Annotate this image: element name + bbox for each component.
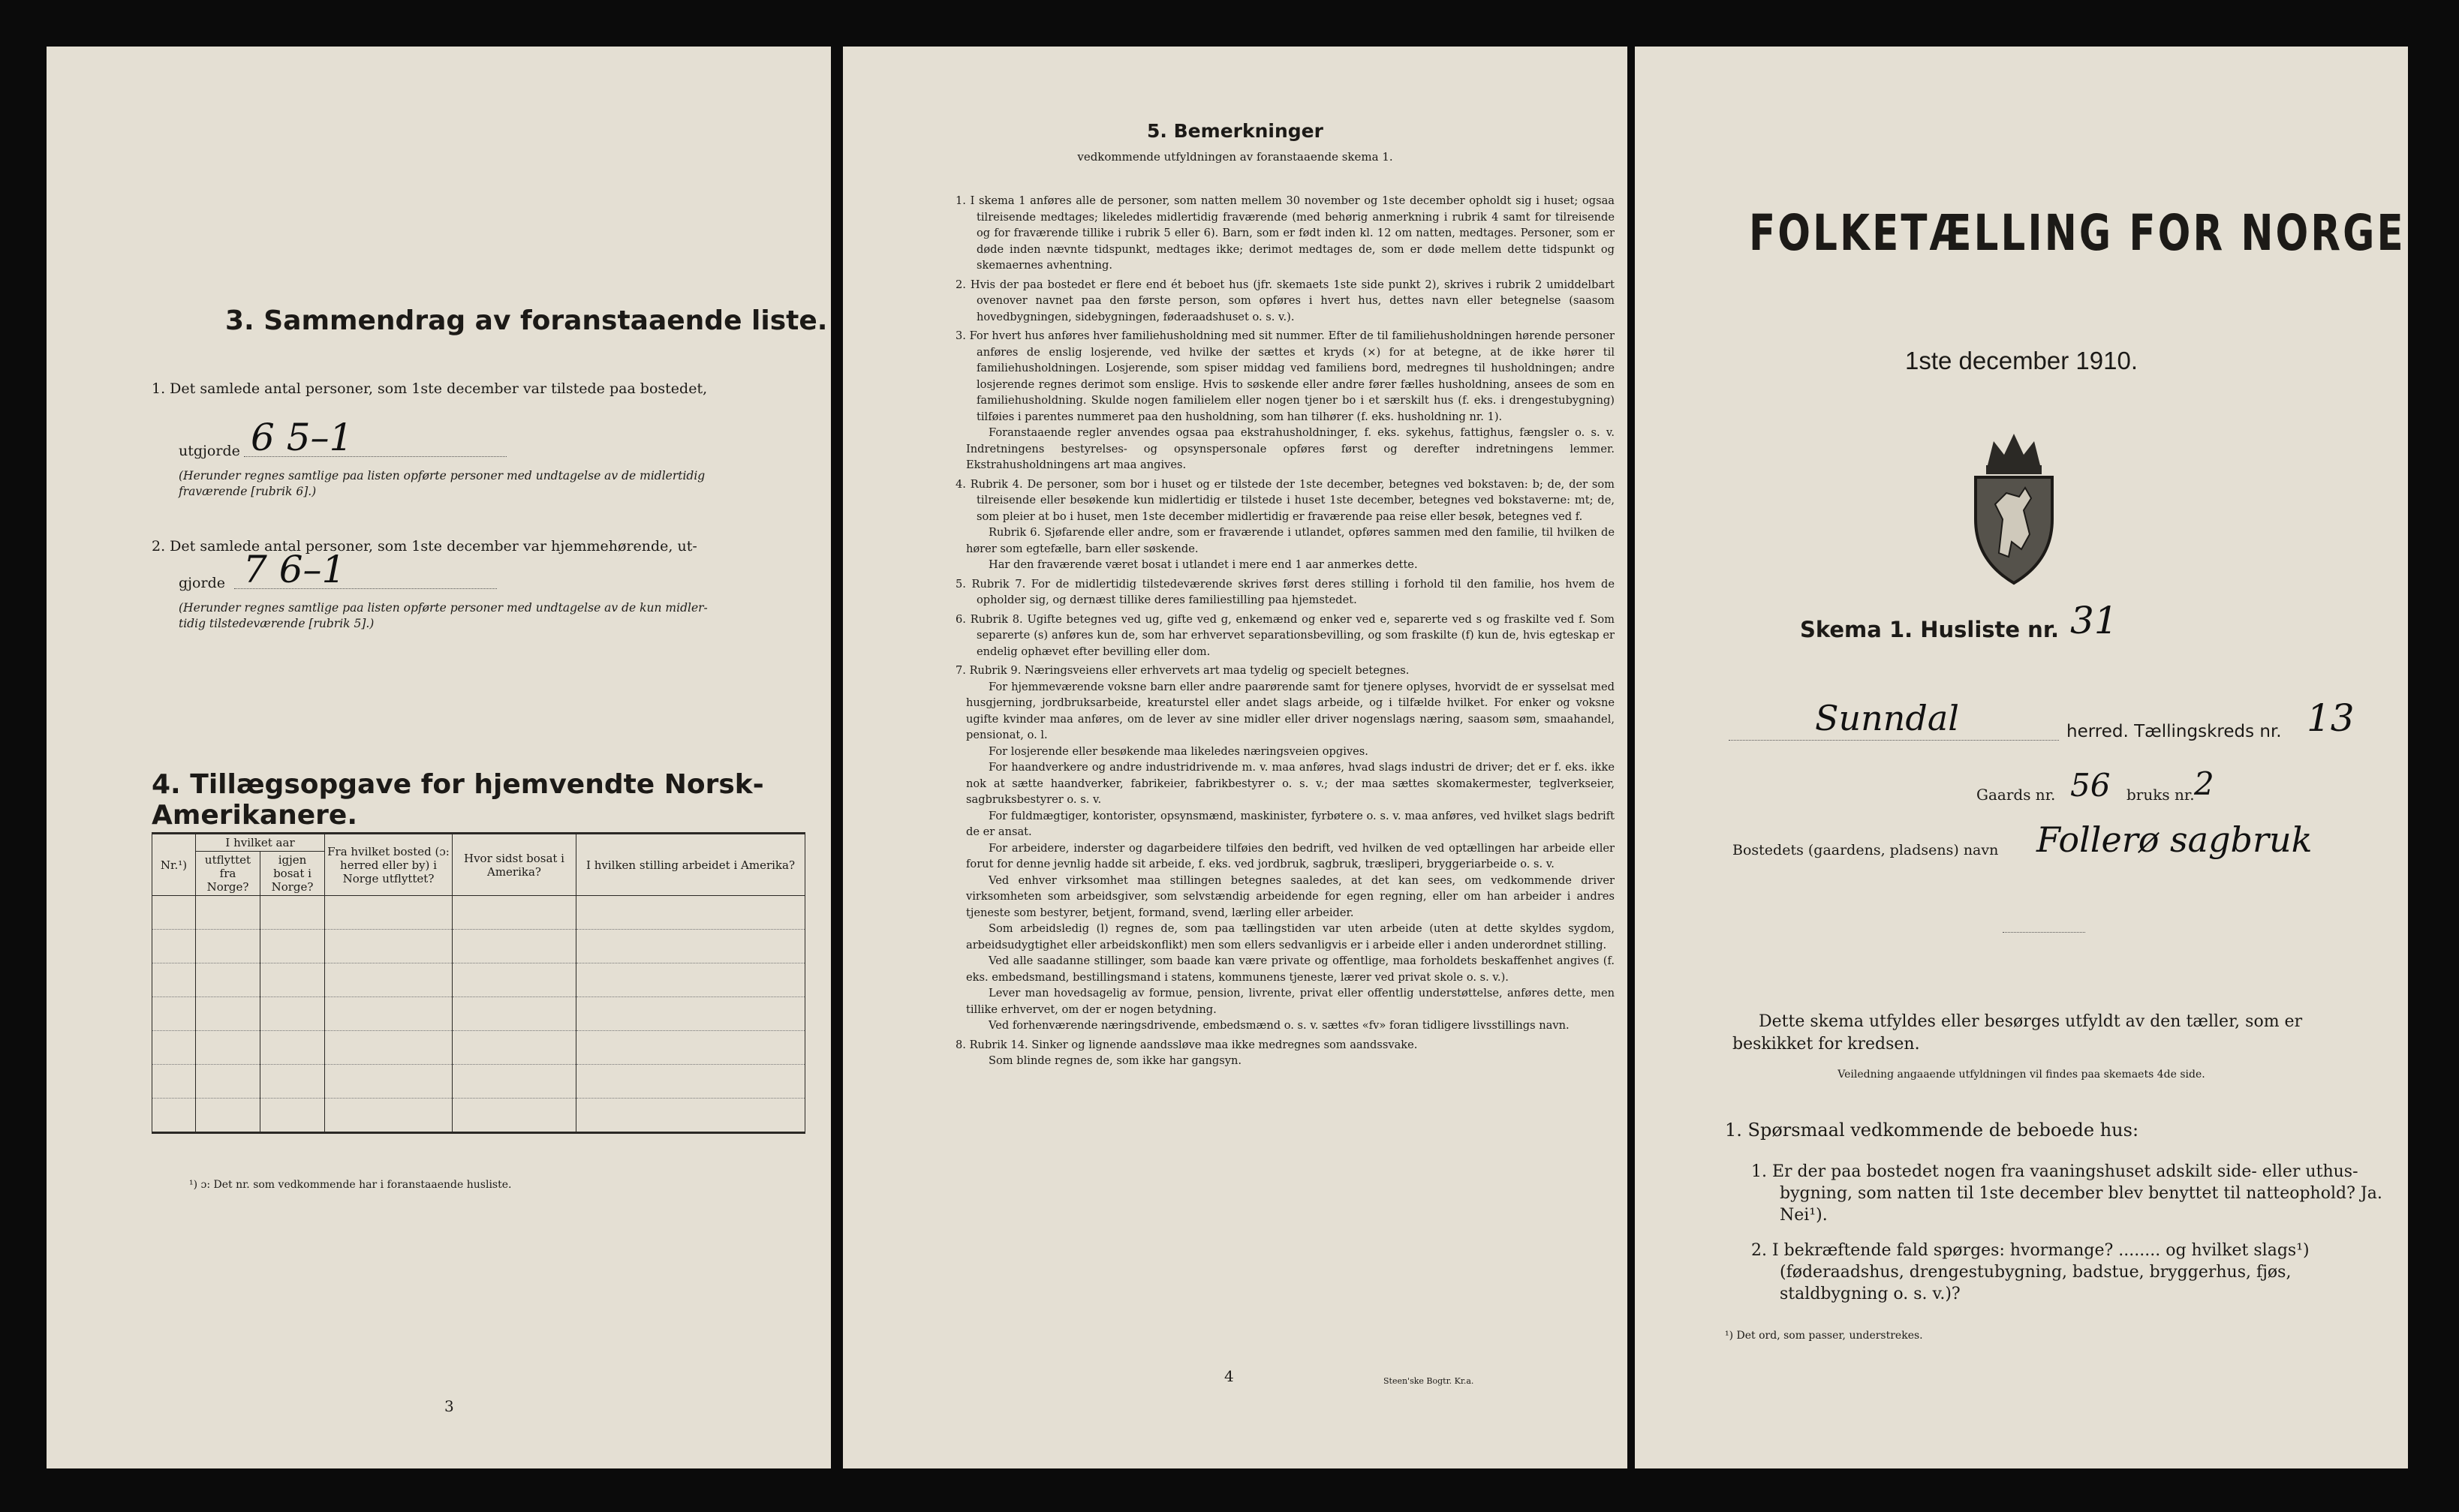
bosted-name-handwritten: Follerø sagbruk <box>2036 819 2313 860</box>
remark-7: 7. Rubrik 9. Næringsveiens eller erhvervets art maa tydelig og specielt betegnes. <box>956 664 1410 677</box>
summary-item-1-prefix: utgjorde <box>179 443 240 459</box>
col-emigrated: utflyttet fra Norge? <box>196 852 260 896</box>
summary-item-2-note-b: tidig tilstedeværende [rubrik 5].) <box>179 617 375 630</box>
intro-text: Dette skema utfyldes eller besørges utfyldt av den tæller, som er beskikket for kredsen. <box>1732 1012 2303 1054</box>
remark-7-b: For hjemmeværende voksne barn eller andre paarørende samt for tjenere oplyses, hvorvidt de er sysselsat med husgjerning, jordbruksarbeide, kreaturstel eller andet slags arbeide, og i tilfælde hvilket. For enker og voksne ugifte kvinder maa anføres, om de lever av sine midler eller driver nogenslags næring, saasom søm, smaahandel, pensionat, o. l. <box>966 680 1615 741</box>
remark-8-b: Som blinde regnes de, som ikke har gangsyn. <box>989 1054 1242 1067</box>
norsk-amerikanere-table <box>152 832 805 1134</box>
front-page <box>1635 47 2408 1468</box>
page-number: 4 <box>1224 1367 1234 1385</box>
gaards-number-handwritten: 56 <box>2070 767 2111 804</box>
remark-1: 1. I skema 1 anføres alle de personer, som natten mellem 30 november og 1ste december opholdt sig i huset; ogsaa tilreisende medtages; likeledes midlertidig fraværende (med behørig anmerkning i rubrik 4 samt for tilreisende og for fraværende tillike i rubrik 5 eller 6). Barn, som er født inden kl. 12 om natten, medtages. Personer, som er døde inden nævnte tidspunkt, medtages ikke; derimot medtages de, som er døde mellem dette tidspunkt og skemaernes avhentning. <box>956 194 1615 272</box>
summary-item-1-note-b: fraværende [rubrik 6].) <box>179 485 317 498</box>
remark-7-j: Lever man hovedsagelig av formue, pension, livrente, privat eller offentlig understøttelse, anføres dette, men tillike erhvervet, om der er nogen betydning. <box>966 987 1615 1016</box>
summary-item-2-note-a: (Herunder regnes samtlige paa listen opførte personer med undtagelse av de kun midler- <box>179 601 708 615</box>
remark-4-b: Rubrik 6. Sjøfarende eller andre, som er fraværende i utlandet, opføres sammen med den familie, til hvilken de hører som egtefælle, barn eller søskende. <box>966 526 1615 555</box>
remark-7-i: Ved alle saadanne stillinger, som baade kan være private og offentlige, maa forholdets beskaffenhet angives (f. eks. embedsmand, bestillingsmand i statens, kommunens tjeneste, lærer ved privat skole o. s. v.). <box>966 954 1615 984</box>
form-title: FOLKETÆLLING FOR NORGE <box>1749 204 2406 262</box>
remark-7-f: For arbeidere, inderster og dagarbeidere tilføies den bedrift, ved hvilken de ved optællingen har arbeide eller forut for denne jevnlig hadde sit arbeide, f. eks. ved jordbruk, sagbruk, træsliperi, bryggeriarbeide o. s. v. <box>966 841 1615 870</box>
husliste-number-handwritten: 31 <box>2070 599 2118 642</box>
bosted-label: Bostedets (gaardens, pladsens) navn <box>1732 842 1999 858</box>
remark-7-k: Ved forhenværende næringsdrivende, embedsmænd o. s. v. sættes «fv» foran tidligere livsstillings navn. <box>989 1019 1570 1032</box>
table-footnote: ¹) ɔ: Det nr. som vedkommende har i foranstaaende husliste. <box>189 1179 512 1191</box>
divider-ornament <box>2003 932 2085 933</box>
question-2: 2. I bekræftende fald spørges: hvormange? ........ og hvilket slags¹) (føderaadshus, drengestubygning, badstue, bryggerhus, fjøs, staldbygning o. s. v.)? <box>1751 1241 2310 1303</box>
skema-label: Skema 1. Husliste nr. <box>1800 617 2060 642</box>
remark-3-b: Foranstaaende regler anvendes ogsaa paa ekstrahusholdninger, f. eks. sykehus, fattighus, fængsler o. s. v. Indretningens bestyrelses- og opsynspersonale opføres først og derefter indretningens lemmer. Ekstrahusholdningens art maa angives. <box>966 426 1615 471</box>
remark-8: 8. Rubrik 14. Sinker og lignende aandssløve maa ikke medregnes som aandssvake. <box>956 1038 1418 1051</box>
remark-5: 5. Rubrik 7. For de midlertidig tilstedeværende skrives først deres stilling i forhold til den familie, hos hvem de opholder sig, og dernæst tillike deres familiestilling paa hjemstedet. <box>956 577 1615 606</box>
section-4-heading: 4. Tillægsopgave for hjemvendte Norsk-Amerikanere. <box>152 769 764 831</box>
col-nr: Nr.¹) <box>152 834 196 896</box>
remark-4-c: Har den fraværende været bosat i utlandet i mere end 1 aar anmerkes dette. <box>989 558 1418 571</box>
printer-mark: Steen'ske Bogtr. Kr.a. <box>1383 1376 1474 1386</box>
front-footnote: ¹) Det ord, som passer, understrekes. <box>1725 1330 1923 1342</box>
remark-4: 4. Rubrik 4. De personer, som bor i huset og er tilstede der 1ste december, betegnes ved bokstaven: b; de, der som tilreisende eller besøkende kun midlertidig er tilstede i huset 1ste december, betegnes ved bokstaverne: mt; de, som pleier at bo i huset, men 1ste december midlertidig er fraværende paa reise eller besøk, betegnes ved f. <box>956 477 1615 523</box>
remark-3: 3. For hvert hus anføres hver familiehusholdning med sit nummer. Efter de til familiehusholdningen hørende personer anføres de enslig losjerende, ved hvilke der sættes et kryds (×) for at betegne, at de ikke hører til familiehusholdningen. Losjerende, som spiser middag ved familiens bord, medregnes til husholdningen; andre losjerende regnes derimot som enslige. Hvis to søskende eller andre fører fælles husholdning, ansees de som en familiehusholdning. Skulde nogen familielem eller nogen tjener bo i et særskilt hus (f. eks. i drengestubygning) tilføies i parentes nummeret paa den husholdning, som han tilhører (f. eks. husholdning nr. 1). <box>956 329 1615 423</box>
summary-item-2-prefix: gjorde <box>179 575 225 591</box>
remarks-body <box>939 193 1615 1069</box>
herred-handwritten: Sunndal <box>1815 698 1959 738</box>
page-4 <box>843 47 1627 1468</box>
norway-coat-of-arms-icon <box>1965 429 2063 587</box>
remarks-heading: 5. Bemerkninger <box>1147 120 1323 142</box>
bruks-label: bruks nr. <box>2126 786 2195 804</box>
col-occupation-america: I hvilken stilling arbeidet i Amerika? <box>576 834 805 896</box>
remark-7-d: For haandverkere og andre industridrivende m. v. maa anføres, hvad slags industri de driver; det er f. eks. ikke nok at sætte haandverker, fabrikeier, fabrikbestyrer o. s. v.; der maa sættes skomakermester, teglverkseier, sagbruksbestyrer o. s. v. <box>966 761 1615 806</box>
page-3 <box>47 47 831 1468</box>
col-returned: igjen bosat i Norge? <box>260 852 325 896</box>
col-group-year: I hvilket aar <box>196 834 325 852</box>
summary-item-1-text: 1. Det samlede antal personer, som 1ste december var tilstede paa bostedet, <box>152 380 708 397</box>
remark-7-h: Som arbeidsledig (l) regnes de, som paa tællingstiden var uten arbeide (uten at dette skyldes sygdom, arbeidsudygtighet eller arbeidskonflikt) men som ellers sedvanligvis er i arbeide eller i anden underordnet stilling. <box>966 922 1615 951</box>
remark-6: 6. Rubrik 8. Ugifte betegnes ved ug, gifte ved g, enkemænd og enker ved e, separerte ved s og fraskilte ved f. Som separerte (s) anføres kun de, som har erhvervet separationsbevilling, og som fraskilte (f) kun de, hvis egteskap er endelig ophævet efter bevilling eller dom. <box>956 612 1615 658</box>
question-1: 1. Er der paa bostedet nogen fra vaaningshuset adskilt side- eller uthus-bygning, som natten til 1ste december blev benyttet til natteophold? Ja. Nei¹). <box>1751 1162 2382 1225</box>
gaards-label: Gaards nr. <box>1976 786 2056 804</box>
census-date: 1ste december 1910. <box>1904 347 2138 374</box>
page-number: 3 <box>444 1397 454 1415</box>
section-3-heading: 3. Sammendrag av foranstaaende liste. <box>225 305 828 336</box>
remark-7-g: Ved enhver virksomhet maa stillingen betegnes saaledes, at det kan sees, om vedkommende driver virksomheten som arbeidsgiver, som selvstændig arbeidende for egen regning, eller om han arbeider i andres tjeneste som bestyrer, betjent, formand, svend, lærling eller arbeider. <box>966 873 1615 919</box>
questions-heading: 1. Spørsmaal vedkommende de beboede hus: <box>1725 1120 2139 1141</box>
herred-field <box>1729 740 2059 741</box>
remarks-subheading: vedkommende utfyldningen av foranstaaende skema 1. <box>1077 150 1393 164</box>
summary-item-1-handwritten: 6 5–1 <box>251 416 354 459</box>
intro-guidance: Veiledning angaaende utfyldningen vil findes paa skemaets 4de side. <box>1837 1069 2205 1081</box>
summary-item-2-text: 2. Det samlede antal personer, som 1ste december var hjemmehørende, ut- <box>152 538 697 555</box>
herred-label: herred. Tællingskreds nr. <box>2066 722 2282 741</box>
summary-item-1-note-a: (Herunder regnes samtlige paa listen opførte personer med undtagelse av de midlertidig <box>179 469 706 482</box>
col-from-place: Fra hvilket bosted (ɔ: herred eller by) i Norge utflyttet? <box>325 834 453 896</box>
col-last-america: Hvor sidst bosat i Amerika? <box>453 834 576 896</box>
bruks-number-handwritten: 2 <box>2194 765 2214 802</box>
remark-7-c: For losjerende eller besøkende maa likeledes næringsveien opgives. <box>989 744 1368 758</box>
remark-2: 2. Hvis der paa bostedet er flere end ét beboet hus (jfr. skemaets 1ste side punkt 2), skrives i rubrik 2 umiddelbart ovenover navnet paa den første person, som opføres i hvert hus, dettes navn eller betegnelse (saasom hovedbygningen, sidebygningen, føderaadshuset o. s. v.). <box>956 278 1615 323</box>
kreds-number-handwritten: 13 <box>2307 696 2355 740</box>
remark-7-e: For fuldmægtiger, kontorister, opsynsmænd, maskinister, fyrbøtere o. s. v. maa anføres, ved hvilket slags bedrift de er ansat. <box>966 809 1615 838</box>
summary-item-2-handwritten: 7 6–1 <box>243 548 346 591</box>
